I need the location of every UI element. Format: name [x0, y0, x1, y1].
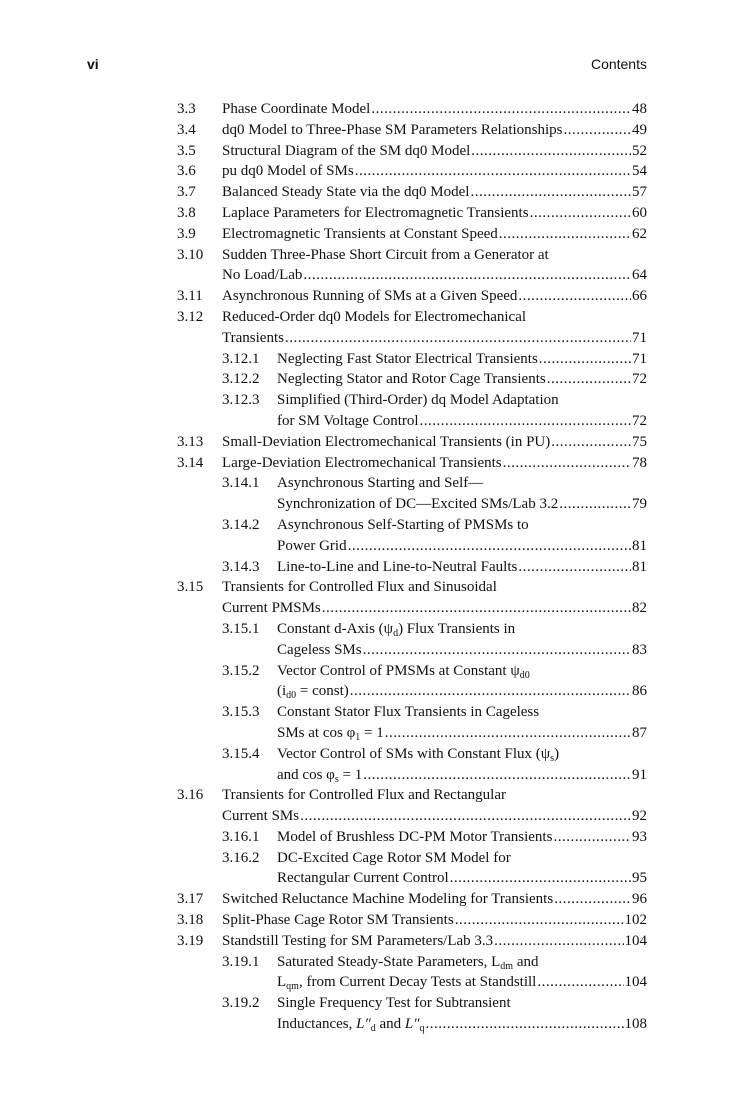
page-number-ref: 79 [632, 496, 647, 513]
section-title: Transients for Controlled Flux and Rectangular [222, 787, 506, 804]
section-title: Structural Diagram of the SM dq0 Model [222, 142, 471, 159]
section-number: 3.12.2 [222, 371, 260, 388]
page-number-ref: 72 [632, 371, 647, 388]
dot-leader [371, 99, 631, 120]
dot-leader [559, 494, 631, 515]
section-title: Phase Coordinate Model [222, 101, 371, 117]
page-number-ref: 96 [632, 891, 647, 908]
section-title: Large-Deviation Electromechanical Transients [222, 454, 502, 471]
section-title: Constant d-Axis $(\psi_d)$ Flux Transients in [277, 620, 516, 639]
section-number: 3.14.1 [222, 475, 260, 492]
section-title: Vector Control of PMSMs at Constant $\psi_{d0}$ [277, 662, 530, 681]
section-title: Transients [222, 329, 284, 346]
dot-leader [303, 265, 631, 286]
page-number-ref: 92 [632, 808, 647, 825]
section-number: 3.15.2 [222, 662, 260, 679]
toc-entry-line [0, 598, 738, 619]
section-title: DC-Excited Cage Rotor SM Model for [277, 849, 511, 866]
page-number-ref: 87 [632, 724, 647, 741]
section-title: SMs at $\cos \varphi_1 = 1$ [277, 724, 384, 743]
dot-leader [547, 369, 631, 390]
toc-entry-line [0, 889, 738, 910]
page-number-ref: 91 [632, 766, 647, 783]
section-number: 3.15.3 [222, 704, 260, 721]
section-title: dq0 Model to Three-Phase SM Parameters Relationships [222, 121, 563, 138]
toc-entry-line [0, 161, 738, 182]
toc-entry-line [0, 806, 738, 827]
toc-entry-line [0, 307, 738, 328]
dot-leader [499, 224, 631, 245]
section-number: 3.14.2 [222, 516, 260, 533]
toc-entry-line [0, 286, 738, 307]
page-number-ref: 104 [624, 932, 647, 949]
toc-entry-line [0, 577, 738, 598]
section-number: 3.15.1 [222, 620, 260, 637]
dot-leader [537, 972, 623, 993]
page-number-ref: 78 [632, 454, 647, 471]
dot-leader [385, 723, 631, 744]
section-title: Balanced Steady State via the dq0 Model [222, 184, 470, 201]
page-number-ref: 54 [632, 163, 647, 180]
toc-entry-line [0, 661, 738, 682]
section-number: 3.8 [177, 204, 196, 221]
section-title: Synchronization of DC—Excited SMs/Lab 3.2 [277, 496, 559, 513]
page-number-ref: 104 [624, 974, 647, 991]
dot-leader [539, 349, 631, 370]
running-head [87, 56, 647, 76]
toc-entry-line [0, 972, 738, 993]
toc-entry-line [0, 723, 738, 744]
section-title: for SM Voltage Control [277, 412, 419, 429]
section-title: Standstill Testing for SM Parameters/Lab 3.3 [222, 932, 494, 949]
dot-leader [471, 141, 631, 162]
toc-entry-line [0, 1014, 738, 1035]
toc-entry-line [0, 203, 738, 224]
toc-entry-line [0, 702, 738, 723]
section-title: and $\cos \varphi_s = 1$ [277, 766, 363, 785]
section-title: Current SMs [222, 808, 300, 825]
dot-leader [450, 868, 631, 889]
page-number-ref: 102 [624, 912, 647, 929]
toc-entry-line [0, 827, 738, 848]
toc-entry-line [0, 120, 738, 141]
toc-entry-line [0, 640, 738, 661]
dot-leader [494, 931, 623, 952]
dot-leader [363, 765, 631, 786]
section-title: Small-Deviation Electromechanical Transients (in PU) [222, 433, 551, 450]
page-number-ref: 93 [632, 828, 647, 845]
section-number: 3.10 [177, 246, 204, 263]
toc-entry-line [0, 99, 738, 120]
dot-leader [530, 203, 631, 224]
section-number: 3.11 [177, 288, 203, 305]
toc-entry-line [0, 328, 738, 349]
section-number: 3.12.1 [222, 350, 260, 367]
section-title: Neglecting Fast Stator Electrical Transients [277, 350, 538, 367]
dot-leader [426, 1014, 624, 1035]
toc-entry-line [0, 993, 738, 1014]
toc-entry-line [0, 245, 738, 266]
page-number-ref: 81 [632, 558, 647, 575]
section-number: 3.13 [177, 433, 204, 450]
section-number: 3.6 [177, 163, 196, 180]
toc-entry-line [0, 785, 738, 806]
section-number: 3.19.2 [222, 995, 260, 1012]
section-number: 3.4 [177, 121, 196, 138]
dot-leader [551, 432, 631, 453]
section-number: 3.15 [177, 579, 204, 596]
section-title: Vector Control of SMs with Constant Flux $(\psi_s)$ [277, 745, 560, 764]
section-title: No Load/Lab [222, 267, 303, 284]
section-number: 3.15.4 [222, 745, 260, 762]
toc-entry-line [0, 494, 738, 515]
toc-entry-line [0, 182, 738, 203]
section-number: 3.3 [177, 101, 196, 117]
dot-leader [355, 161, 631, 182]
section-title: Asynchronous Starting and Self— [277, 475, 484, 492]
toc-entry-line [0, 224, 738, 245]
page-number-ref: 75 [632, 433, 647, 450]
section-number: 3.16 [177, 787, 204, 804]
section-title: Line-to-Line and Line-to-Neutral Faults [277, 558, 518, 575]
dot-leader [554, 889, 631, 910]
toc-entry-line [0, 453, 738, 474]
section-title: pu dq0 Model of SMs [222, 163, 354, 180]
dot-leader [564, 120, 631, 141]
section-title: Sudden Three-Phase Short Circuit from a Generator at [222, 246, 549, 263]
toc-entry-line [0, 931, 738, 952]
page-number-ref: 71 [632, 350, 647, 367]
page-number-ref: 66 [632, 288, 647, 305]
page-number-ref: 71 [632, 329, 647, 346]
page-number-ref: 57 [632, 184, 647, 201]
dot-leader [470, 182, 631, 203]
toc-entry-line [0, 536, 738, 557]
page-number: vi [87, 56, 99, 72]
toc-entry-line [0, 910, 738, 931]
section-title: ($i_{d0}$ = const) [277, 683, 349, 702]
page-number-ref: 64 [632, 267, 647, 284]
dot-leader [300, 806, 631, 827]
section-number: 3.17 [177, 891, 204, 908]
section-number: 3.7 [177, 184, 196, 201]
section-title: Single Frequency Test for Subtransient [277, 995, 511, 1012]
dot-leader [553, 827, 631, 848]
page-number-ref: 82 [632, 600, 647, 617]
page-number-ref: 95 [632, 870, 647, 887]
toc-entry-line [0, 848, 738, 869]
toc-entry-line [0, 411, 738, 432]
toc-entry-line [0, 557, 738, 578]
toc-entry-line [0, 473, 738, 494]
page-number-ref: 86 [632, 683, 647, 700]
dot-leader [363, 640, 631, 661]
page-number-ref: 83 [632, 641, 647, 658]
section-title: Laplace Parameters for Electromagnetic Transients [222, 204, 529, 221]
section-title: Rectangular Current Control [277, 870, 449, 887]
section-number: 3.16.1 [222, 828, 260, 845]
dot-leader [503, 453, 631, 474]
section-title: Current PMSMs [222, 600, 321, 617]
toc-entry-line [0, 515, 738, 536]
section-title: Constant Stator Flux Transients in Cageless [277, 704, 540, 721]
toc-entry-line [0, 432, 738, 453]
section-title: Transients for Controlled Flux and Sinusoidal [222, 579, 497, 596]
section-number: 3.16.2 [222, 849, 260, 866]
toc-entry-line [0, 390, 738, 411]
section-title: Switched Reluctance Machine Modeling for Transients [222, 891, 554, 908]
section-title: Electromagnetic Transients at Constant Speed [222, 225, 498, 242]
toc-entry-line [0, 619, 738, 640]
page-number-ref: 108 [624, 1016, 647, 1033]
section-title: Asynchronous Self-Starting of PMSMs to [277, 516, 529, 533]
section-title: $L_{qm}$, from Current Decay Tests at Standstill [277, 974, 537, 993]
section-title: Asynchronous Running of SMs at a Given Speed [222, 288, 518, 305]
section-title: Power Grid [277, 537, 347, 554]
section-number: 3.14 [177, 454, 204, 471]
dot-leader [518, 557, 631, 578]
page-number-ref: 60 [632, 204, 647, 221]
toc-entry-line [0, 765, 738, 786]
dot-leader [518, 286, 631, 307]
toc-entry-line [0, 952, 738, 973]
page-number-ref: 72 [632, 412, 647, 429]
toc-entry-line [0, 744, 738, 765]
dot-leader [420, 411, 631, 432]
toc-entry-line [0, 141, 738, 162]
page-number-ref: 49 [632, 121, 647, 138]
toc-entry-line [0, 349, 738, 370]
dot-leader [285, 328, 631, 349]
section-number: 3.19 [177, 932, 204, 949]
page-number-ref: 62 [632, 225, 647, 242]
section-number: 3.12.3 [222, 392, 260, 409]
dot-leader [322, 598, 631, 619]
section-number: 3.18 [177, 912, 204, 929]
dot-leader [455, 910, 624, 931]
section-title: Cageless SMs [277, 641, 362, 658]
section-number: 3.19.1 [222, 953, 260, 970]
toc-entry-line [0, 265, 738, 286]
section-title: Reduced-Order dq0 Models for Electromechanical [222, 308, 527, 325]
section-title: Model of Brushless DC-PM Motor Transients [277, 828, 553, 845]
toc-entry-line [0, 369, 738, 390]
section-title: Split-Phase Cage Rotor SM Transients [222, 912, 454, 929]
section-number: 3.12 [177, 308, 204, 325]
toc-entry-line [0, 681, 738, 702]
section-number: 3.9 [177, 225, 196, 242]
section-number: 3.5 [177, 142, 196, 159]
section-title: Saturated Steady-State Parameters, $L_{dm}$ and [277, 953, 539, 972]
section-title: Inductances, $L''_d$ and $L''_q$ [277, 1016, 425, 1035]
section-number: 3.14.3 [222, 558, 260, 575]
dot-leader [350, 681, 631, 702]
section-title: Simplified (Third-Order) dq Model Adaptation [277, 392, 559, 409]
page-number-ref: 48 [632, 101, 647, 117]
dot-leader [348, 536, 631, 557]
running-title: Contents [590, 56, 647, 72]
table-of-contents [0, 99, 738, 1035]
page-number-ref: 52 [632, 142, 647, 159]
toc-entry-line [0, 868, 738, 889]
section-title: Neglecting Stator and Rotor Cage Transients [277, 371, 546, 388]
page-number-ref: 81 [632, 537, 647, 554]
